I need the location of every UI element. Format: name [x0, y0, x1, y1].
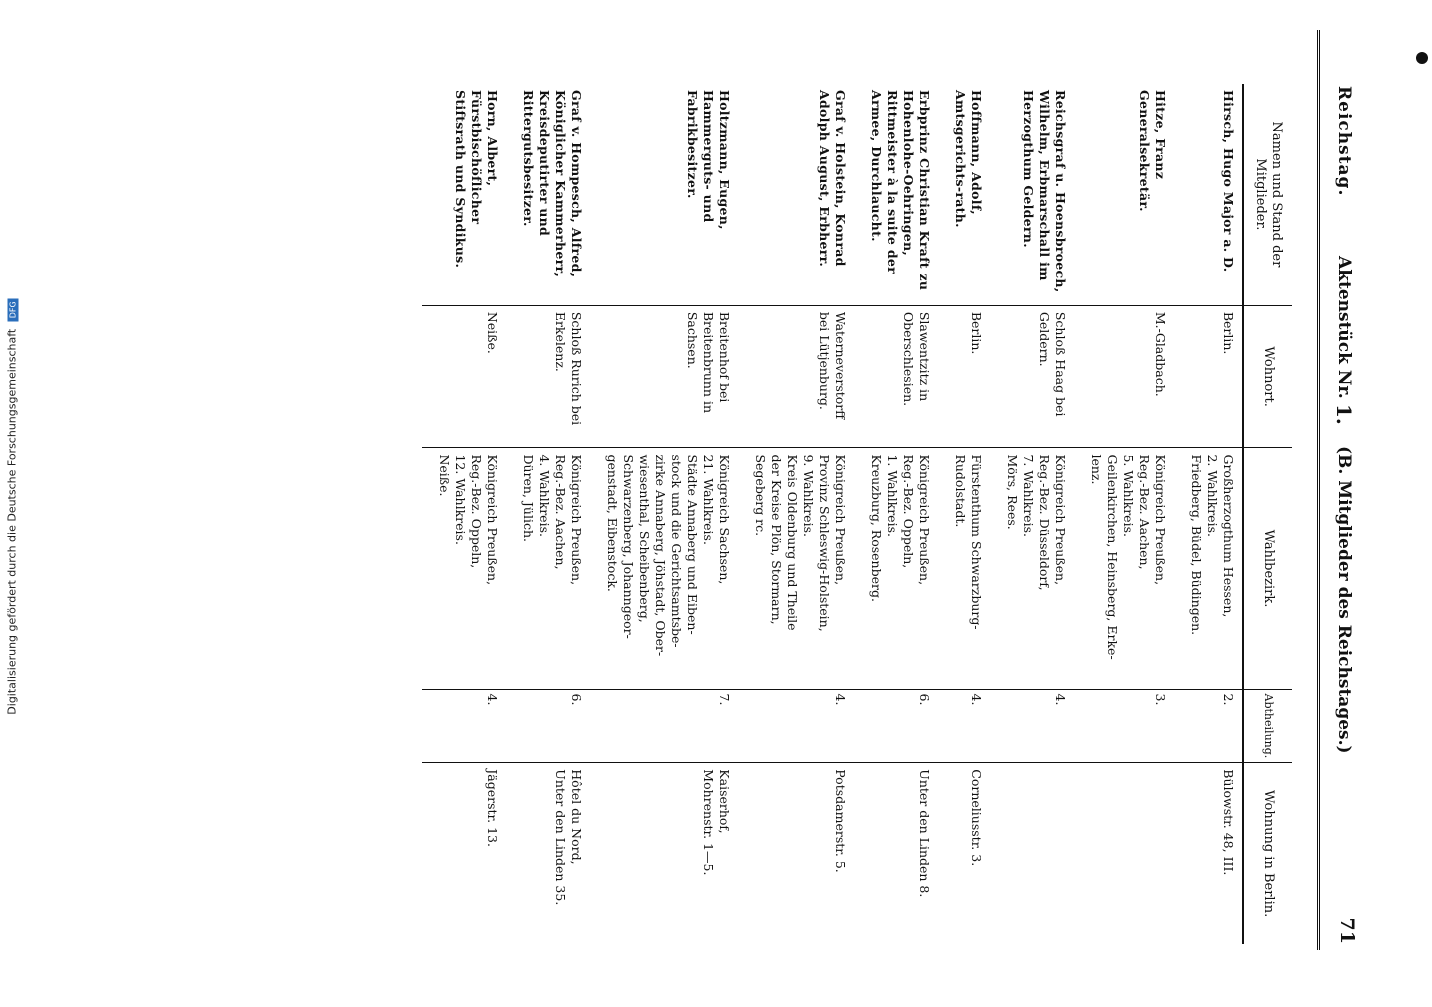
- member-residence-line: Schloß Haag bei: [1053, 311, 1068, 417]
- member-department: 6.: [506, 689, 590, 763]
- table-row: [1074, 84, 1174, 944]
- members-table: [422, 84, 1292, 944]
- member-residence: [938, 305, 990, 448]
- member-district-line: Königreich Preußen,: [1153, 454, 1168, 586]
- member-district-line: Königreich Preußen,: [485, 454, 500, 586]
- member-district-line: Friedberg, Büdel, Büdingen.: [1189, 454, 1204, 636]
- member-name: Graf v. Holstein, Konrad Adolph August, Erbherr.: [817, 90, 848, 268]
- member-residence-line: M.-Gladbach.: [1153, 311, 1168, 397]
- member-district-line: Reg.-Bez. Aachen,: [1137, 454, 1152, 570]
- member-district-line: stock und die Gerichtsamtsbe-: [669, 454, 684, 648]
- member-berlin-address-line: Jägerstr. 13.: [485, 769, 500, 847]
- member-name: Hitze, Franz Generalsekretär.: [1137, 90, 1168, 212]
- member-berlin-address-line: Bülowstr. 48, III.: [1221, 769, 1236, 876]
- member-district-line: Kreuzburg, Rosenberg.: [869, 454, 884, 602]
- header-rule: [1317, 30, 1320, 950]
- table-row: [990, 84, 1074, 944]
- member-district-line: Fürstenthum Schwarzburg-: [969, 454, 984, 630]
- ink-blot: [1416, 52, 1428, 64]
- member-name: Hirsch, Hugo Major a. D.: [1221, 90, 1236, 273]
- table-row: [938, 84, 990, 944]
- member-district-line: Städte Annaberg und Eiben-: [685, 454, 700, 635]
- col-department-header: Abtheilung.: [1243, 689, 1292, 763]
- member-district-line: Segeberg rc.: [753, 454, 768, 537]
- member-berlin-address-line: Unter den Linden 8.: [917, 769, 932, 898]
- table-row: [590, 84, 738, 944]
- member-residence-line: Waterneverstorff: [833, 311, 848, 420]
- page-title: Reichstag.: [1334, 86, 1354, 197]
- member-residence: [854, 305, 938, 448]
- member-district-line: Großherzogthum Hessen,: [1221, 454, 1236, 618]
- member-district-line: zirke Annaberg, Jöhstadt, Ober-: [653, 454, 668, 657]
- member-residence-line: Berlin.: [969, 311, 984, 355]
- member-residence: [1074, 305, 1174, 448]
- member-department: 2.: [1174, 689, 1243, 763]
- page-number: 71: [1336, 917, 1358, 944]
- document-label: Aktenstück Nr.: [1334, 256, 1354, 399]
- member-department: 7.: [590, 689, 738, 763]
- member-berlin-address-line: Potsdamerstr. 5.: [833, 769, 848, 873]
- member-berlin-address-line: Hôtel du Nord,: [569, 769, 584, 865]
- member-residence-line: Geldern.: [1037, 311, 1052, 367]
- member-district-line: Mörs, Rees.: [1005, 454, 1020, 530]
- member-berlin-address: [1174, 763, 1243, 944]
- col-residence-header: Wohnort.: [1243, 305, 1292, 448]
- member-district-line: Reg.-Bez. Oppeln,: [901, 454, 916, 569]
- table-row: [506, 84, 590, 944]
- table-header-row: [1243, 84, 1292, 944]
- member-district-line: Rudolstadt.: [953, 454, 968, 528]
- member-department: 4.: [938, 689, 990, 763]
- member-district-line: Düren, Jülich.: [521, 454, 536, 542]
- member-district: [590, 448, 738, 689]
- member-berlin-address-line: Unter den Linden 35.: [553, 769, 568, 906]
- member-department: 4.: [990, 689, 1074, 763]
- member-name: Holtzmann, Eugen, Hammerguts- und Fabrikbesitzer.: [685, 90, 732, 230]
- member-residence-line: Erkelenz.: [553, 311, 568, 372]
- member-berlin-address: [422, 763, 506, 944]
- table-row: [422, 84, 506, 944]
- col-berlin-header: Wohnung in Berlin.: [1243, 763, 1292, 944]
- member-district-line: Neiße.: [437, 454, 452, 497]
- member-district-line: genstadt, Eibenstock.: [605, 454, 620, 592]
- member-district-line: der Kreise Plön, Stormarn,: [769, 454, 784, 625]
- member-district-line: 5. Wahlkreis.: [1121, 454, 1136, 537]
- member-residence-line: Berlin.: [1221, 311, 1236, 355]
- page-header: [1322, 86, 1362, 944]
- member-district-line: Kreis Oldenburg und Theile: [785, 454, 800, 631]
- member-district: [990, 448, 1074, 689]
- member-district-line: Reg.-Bez. Aachen,: [553, 454, 568, 570]
- table-row: [1174, 84, 1243, 944]
- member-residence-line: Slawentzitz in: [917, 311, 932, 402]
- member-district-line: Königreich Preußen,: [917, 454, 932, 586]
- member-name: Horn, Albert, Fürstbischöflicher Stiftsrath und Syndikus.: [453, 90, 500, 269]
- member-district-line: Reg.-Bez. Oppeln,: [469, 454, 484, 569]
- member-berlin-address: [590, 763, 738, 944]
- member-district: [938, 448, 990, 689]
- member-district: [1074, 448, 1174, 689]
- member-district: [422, 448, 506, 689]
- table-row: [854, 84, 938, 944]
- member-district-line: Königreich Sachsen,: [717, 454, 732, 585]
- member-berlin-address: [1074, 763, 1174, 944]
- table-body: [422, 84, 1243, 944]
- member-berlin-address-line: Kaiserhof,: [717, 769, 732, 834]
- member-district-line: Königreich Preußen,: [569, 454, 584, 586]
- member-department: 3.: [1074, 689, 1174, 763]
- member-berlin-address-line: Corneliusstr. 3.: [969, 769, 984, 867]
- member-name: Reichsgraf u. Hoensbroech, Wilhelm, Erbmarschall im Herzogthum Geldern.: [1021, 90, 1068, 293]
- member-district-line: 4. Wahlkreis.: [537, 454, 552, 537]
- member-residence-line: Breitenbrunn in: [701, 311, 716, 414]
- member-residence: [990, 305, 1074, 448]
- sidebar-text: Digitalisierung gefördert durch die Deutsche Forschungsgemeinschaft: [5, 328, 19, 715]
- member-department: 4.: [738, 689, 854, 763]
- member-district-line: Königreich Preußen,: [833, 454, 848, 586]
- member-district-line: 21. Wahlkreis.: [701, 454, 716, 545]
- member-residence-line: Sachsen.: [685, 311, 700, 369]
- col-name-header: Namen und Stand der Mitglieder.: [1243, 84, 1292, 305]
- member-berlin-address-line: Mohrenstr. 1—5.: [701, 769, 716, 876]
- member-name: Hoffmann, Adolf, Amtsgerichts-rath.: [953, 90, 984, 228]
- col-district-header: Wahlbezirk.: [1243, 448, 1292, 689]
- member-residence: [1174, 305, 1243, 448]
- member-district-line: Provinz Schleswig-Holstein,: [817, 454, 832, 632]
- member-berlin-address: [738, 763, 854, 944]
- member-residence-line: Breitenhof bei: [717, 311, 732, 403]
- member-berlin-address: [938, 763, 990, 944]
- member-residence: [590, 305, 738, 448]
- member-department: 4.: [422, 689, 506, 763]
- member-district-line: wiesenthal, Scheibenberg,: [637, 454, 652, 623]
- member-residence-line: Neiße.: [485, 311, 500, 354]
- member-berlin-address: [990, 763, 1074, 944]
- member-residence-line: bei Lütjenburg.: [817, 311, 832, 410]
- member-district: [854, 448, 938, 689]
- member-district: [1174, 448, 1243, 689]
- member-residence-line: Oberschlesien.: [901, 311, 916, 407]
- member-berlin-address: [506, 763, 590, 944]
- member-district-line: lenz.: [1089, 454, 1104, 485]
- member-district-line: 12. Wahlkreis.: [453, 454, 468, 545]
- member-district: [506, 448, 590, 689]
- member-district-line: 7. Wahlkreis.: [1021, 454, 1036, 537]
- member-district-line: Königreich Preußen,: [1053, 454, 1068, 586]
- member-department: 6.: [854, 689, 938, 763]
- sidebar-credit: [0, 0, 24, 1000]
- member-residence-line: Schloß Rurich bei: [569, 311, 584, 426]
- member-residence: [738, 305, 854, 448]
- member-district-line: Reg.-Bez. Düsseldorf,: [1037, 454, 1052, 591]
- member-district: [738, 448, 854, 689]
- member-name: Erbprinz Christian Kraft zu Hohenlohe-Oehringen, Rittmeister à la suite der Armee, Durchlaucht.: [869, 90, 932, 291]
- dfg-logo: DFG: [8, 298, 19, 321]
- member-district-line: 1. Wahlkreis.: [885, 454, 900, 537]
- member-residence: [422, 305, 506, 448]
- member-district-line: 2. Wahlkreis.: [1205, 454, 1220, 537]
- member-name: Graf v. Hompesch, Alfred, Königlicher Kammerherr, Kreisdeputirter und Rittergutsbesitzer.: [521, 90, 584, 278]
- member-district-line: Geilenkirchen, Heinsberg, Erke-: [1105, 454, 1120, 660]
- member-district-line: Schwarzenberg, Johanngeor-: [621, 454, 636, 639]
- member-residence: [506, 305, 590, 448]
- member-district-line: 9. Wahlkreis.: [801, 454, 816, 537]
- member-berlin-address: [854, 763, 938, 944]
- document-number: 1.: [1332, 404, 1356, 425]
- table-row: [738, 84, 854, 944]
- section-note: (B. Mitglieder des Reichstages.): [1334, 446, 1354, 754]
